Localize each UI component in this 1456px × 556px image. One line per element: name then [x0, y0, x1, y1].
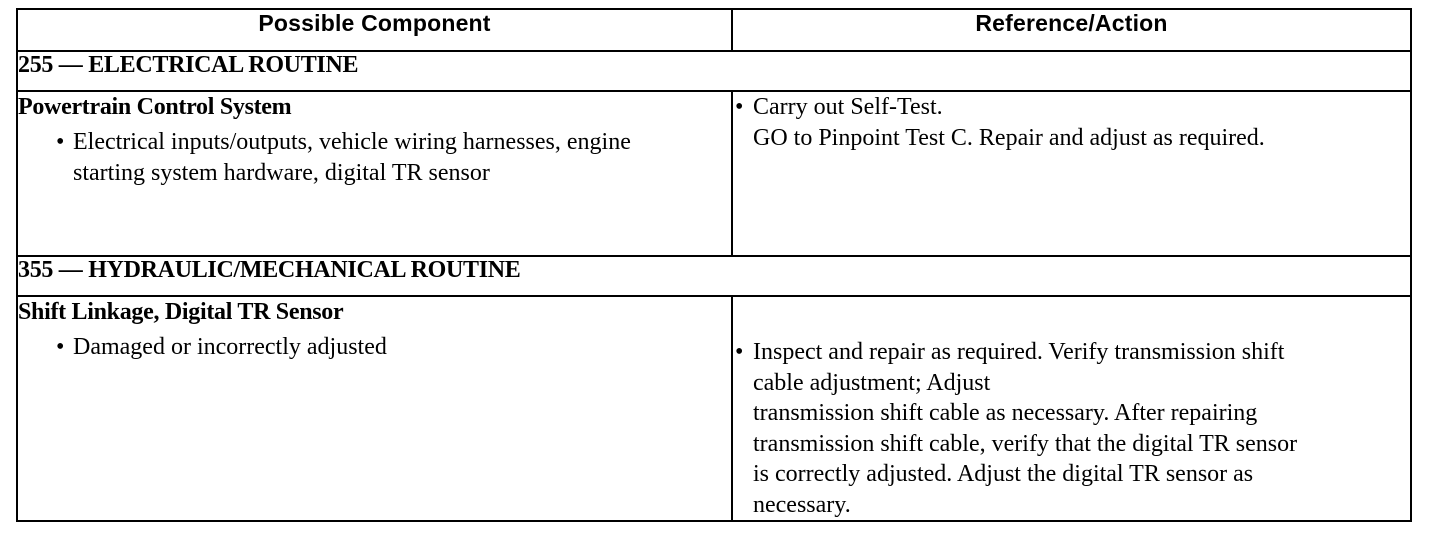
component-item-line: Electrical inputs/outputs, vehicle wiring harnesses, engine — [73, 129, 631, 155]
component-bullet-item — [18, 332, 731, 363]
action-bullet-item — [733, 337, 1410, 520]
action-bullet-item — [733, 92, 1410, 154]
action-line: Inspect and repair as required. Verify transmission shift — [753, 339, 1285, 365]
section-title-hydraulic-mechanical-routine: 355 — HYDRAULIC/MECHANICAL ROUTINE — [17, 256, 1411, 296]
action-line: transmission shift cable as necessary. After repairing — [753, 400, 1258, 426]
action-cell — [732, 91, 1411, 256]
action-line: transmission shift cable, verify that the digital TR sensor — [753, 430, 1298, 457]
bullet-icon: • — [56, 129, 65, 155]
diagnostic-table — [16, 8, 1412, 522]
component-item-line: starting system hardware, digital TR sensor — [73, 160, 490, 186]
bullet-icon: • — [56, 334, 65, 360]
component-cell — [17, 296, 732, 521]
action-line: cable adjustment; Adjust — [753, 369, 991, 396]
bullet-icon: • — [735, 339, 744, 365]
section-title-electrical-routine: 255 — ELECTRICAL ROUTINE — [17, 51, 1411, 91]
component-name: Shift Linkage, Digital TR Sensor — [18, 299, 344, 325]
table-row — [17, 91, 1411, 256]
table-row — [17, 296, 1411, 521]
section-row-electrical — [17, 51, 1411, 91]
header-reference-action: Reference/Action — [732, 9, 1411, 51]
action-line: Carry out Self-Test. — [753, 94, 943, 120]
action-cell — [732, 296, 1411, 521]
component-bullet-item — [18, 127, 731, 189]
component-cell — [17, 91, 732, 256]
component-item-line: Damaged or incorrectly adjusted — [73, 334, 387, 360]
action-line: GO to Pinpoint Test C. Repair and adjust as required. — [753, 125, 1265, 151]
bullet-icon: • — [735, 94, 744, 120]
action-line: is correctly adjusted. Adjust the digital TR sensor as — [753, 461, 1254, 487]
section-row-hydraulic — [17, 256, 1411, 296]
component-name: Powertrain Control System — [18, 94, 292, 120]
header-row — [17, 9, 1411, 51]
action-line: necessary. — [753, 491, 851, 518]
header-possible-component: Possible Component — [17, 9, 732, 51]
